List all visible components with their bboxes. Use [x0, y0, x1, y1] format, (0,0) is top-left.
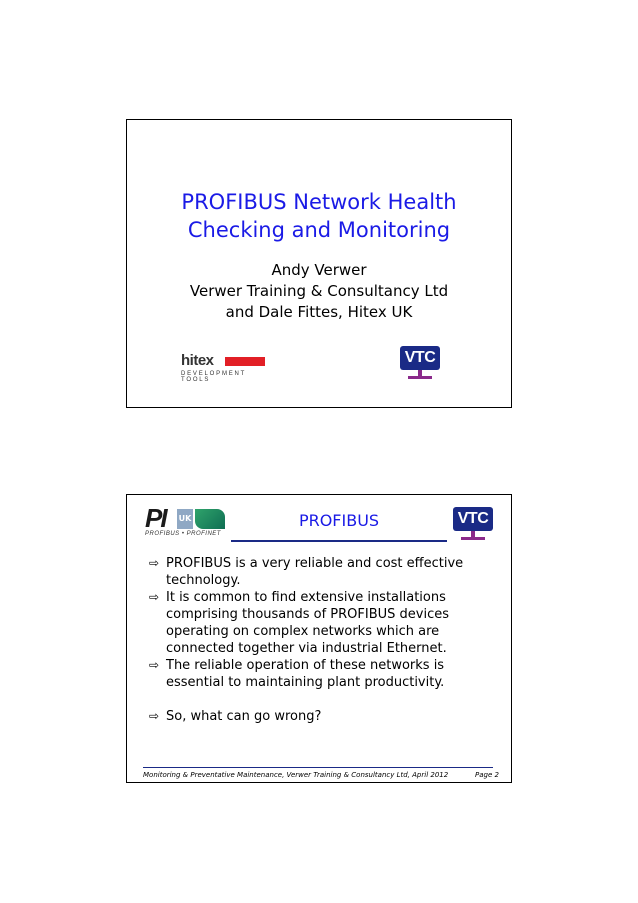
- bullet-list: [141, 555, 503, 725]
- title-line-1: PROFIBUS Network Health: [181, 190, 457, 214]
- slide-1: [126, 119, 512, 408]
- arrow-icon: ⇨: [149, 709, 160, 723]
- pi-logo-shape: [195, 509, 225, 529]
- hitex-logo: [181, 352, 277, 382]
- vtc-logo: [453, 507, 493, 541]
- bullet-text: The reliable operation of these networks is essential to maintaining plant productivity.: [166, 658, 445, 690]
- hitex-logo-word: hitex: [181, 352, 214, 369]
- title-line-2: Checking and Monitoring: [187, 218, 451, 242]
- title-underline: [231, 540, 447, 542]
- pi-logo-subtitle: PROFIBUS • PROFINET: [145, 531, 221, 537]
- list-item: [141, 708, 503, 725]
- list-item: [141, 589, 503, 657]
- bullet-text: It is common to find extensive installations comprising thousands of PROFIBUS devices operating on complex networks which are connected together via industrial Ethernet.: [166, 590, 450, 656]
- page-number: Page 2: [475, 771, 499, 779]
- vtc-logo-text: VTC: [400, 346, 440, 370]
- hitex-logo-tagline: DEVELOPMENT TOOLS: [181, 371, 247, 383]
- slide-2-title: PROFIBUS: [298, 511, 380, 530]
- vtc-logo-text: VTC: [453, 507, 493, 531]
- list-item: [141, 555, 503, 589]
- bullet-text: PROFIBUS is a very reliable and cost effective technology.: [166, 556, 464, 588]
- bullet-text: So, what can go wrong?: [166, 709, 322, 724]
- arrow-icon: ⇨: [149, 658, 160, 672]
- vtc-logo: [400, 346, 440, 380]
- pi-logo: [145, 503, 229, 539]
- author-line-2: Verwer Training & Consultancy Ltd: [189, 282, 449, 300]
- footer-caption: Monitoring & Preventative Maintenance, Verwer Training & Consultancy Ltd, April 2012: [143, 771, 449, 779]
- list-item: [141, 657, 503, 691]
- slide-2: [126, 494, 512, 783]
- hitex-logo-bar: [225, 357, 265, 366]
- footer-divider: [143, 767, 493, 768]
- author-line-1: Andy Verwer: [271, 261, 367, 279]
- slide-1-authors: [127, 260, 511, 323]
- slide-1-title: [127, 188, 511, 244]
- arrow-icon: ⇨: [149, 590, 160, 604]
- pi-logo-letters: PI: [145, 503, 166, 533]
- pi-logo-uk: UK: [177, 509, 193, 529]
- arrow-icon: ⇨: [149, 556, 160, 570]
- author-line-3: and Dale Fittes, Hitex UK: [225, 303, 413, 321]
